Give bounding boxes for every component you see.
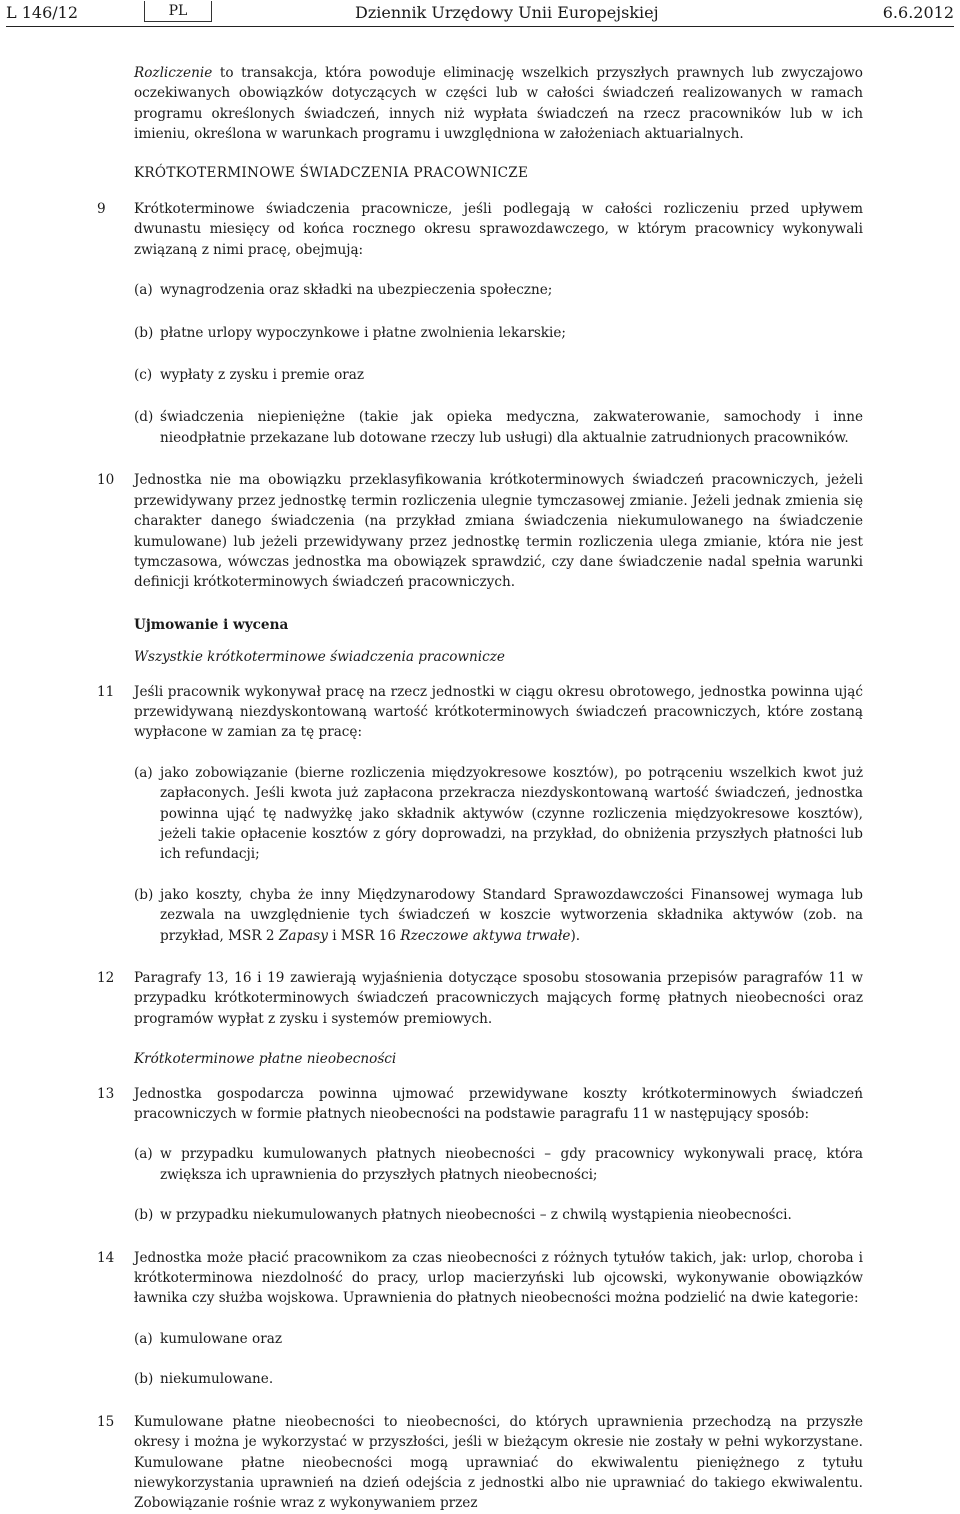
paragraph-number: 11 [97,683,115,700]
subheading-all-short-term: Wszystkie krótkoterminowe świadczenia pracownicze [134,649,505,666]
list-item: (d) świadczenia niepieniężne (takie jak opieka medyczna, zakwaterowanie, samochody i inne nieodpłatnie przekazane lub dotowane rzeczy lub usługi) dla aktualnie zatrudnionych pracowników. [134,409,863,446]
list-label: (a) [134,764,153,781]
publication-date: 6.6.2012 [882,3,954,22]
list-label: (b) [134,1371,154,1388]
list-label: (a) [134,282,153,299]
paragraph-9: 9 Krótkoterminowe świadczenia pracownicze, jeśli podlegają w całości rozliczeniu przed upływem dwunastu miesięcy od końca rocznego okresu sprawozdawczego, w którym pracownicy wykonywali związaną z nimi pracę, obejmują: [97,201,863,258]
paragraph-number: 9 [97,201,106,218]
paragraph-10: 10 Jednostka nie ma obowiązku przeklasyfikowania krótkoterminowych świadczeń pracowniczych, jeżeli przewidywany przez jednostkę termin rozliczenia ulegnie tymczasowej zmianie. Jeżeli jednak zmienia się charakter danego świadczenia (na przykład zmiana świadczenia niekumulowanego na świadczenie kumulowane) lub jeżeli przewidywany przez jednostkę termin rozliczenia ulega zmianie, która nie jest tymczasowa, wówczas jednostka ma obowiązek sprawdzić, czy dane świadczenie nadal spełnia warunki definicji krótkoterminowych świadczeń pracowniczych. [97,472,863,591]
list-item: (a) wynagrodzenia oraz składki na ubezpieczenia społeczne; [97,280,863,300]
definition-text: Rozliczenie to transakcja, która powoduje eliminację wszelkich przyszłych prawnych lub zwyczajowo oczekiwanych obowiązków dotyczących w części lub w całości świadczeń realizowanych w ramach programu określonych świadczeń, innych niż wypłata świadczeń na rzecz pracowników lub w ich imieniu, określona w warunkach programu i uwzględniona w założeniach aktuarialnych. [134,65,863,143]
list-item: (b) jako koszty, chyba że inny Międzynarodowy Standard Sprawozdawczości Finansowej wymaga lub zezwala na uwzględnienie tych świadczeń w koszcie wytworzenia składnika aktywów (zob. na przykład, MSR 2 Zapasy i MSR 16 Rzeczowe aktywa trwałe). [134,886,863,944]
list-item: (b) niekumulowane. [97,1369,863,1389]
paragraph-12: 12 Paragrafy 13, 16 i 19 zawierają wyjaśnienia dotyczące sposobu stosowania przepisów paragrafów 11 w przypadku krótkoterminowych świadczeń pracowniczych mających formę płatnych nieobecności oraz programów wypłat z zysku i systemów premiowych. [97,970,863,1027]
list-label: (d) [134,409,154,426]
subheading-paid-absences: Krótkoterminowe płatne nieobecności [134,1051,397,1068]
list-label: (a) [134,1146,153,1163]
list-label: (a) [134,1330,153,1347]
list-item: (c) wypłaty z zysku i premie oraz [97,365,863,385]
paragraph-number: 15 [97,1413,115,1430]
paragraph-number: 13 [97,1085,115,1102]
paragraph-14: 14 Jednostka może płacić pracownikom za czas nieobecności z różnych tytułów takich, jak: urlop, choroba i krótkoterminowa niezdolność do pracy, urlop macierzyński lub ojcowski, wykonywanie obowiązków ławnika czy służba wojskowa. Uprawnienia do płatnych nieobecności można podzielić na dwie kategorie: [97,1249,863,1307]
list-item: (b) płatne urlopy wypoczynkowe i płatne zwolnienia lekarskie; [97,323,863,343]
list-item: (a) kumulowane oraz [97,1329,863,1349]
paragraph-15: 15 Kumulowane płatne nieobecności to nieobecności, do których uprawnienia przechodzą na przyszłe okresy i można je wykorzystać w przyszłości, jeśli w bieżącym okresie nie zostały w pełni wykorzystane. Kumulowane płatne nieobecności mogą uprawniać do ekwiwalentu pieniężnego z tytułu niewykorzystania uprawnień na dzień odejścia z jednostki albo nie uprawniać do takiego ekwiwalentu. Zobowiązanie rośnie wraz z wykonywaniem przez [97,1413,863,1512]
list-item: (b) w przypadku niekumulowanych płatnych nieobecności – z chwilą wystąpienia nieobecności. [97,1205,863,1225]
paragraph-number: 10 [97,472,115,489]
paragraph-13: 13 Jednostka gospodarcza powinna ujmować przewidywane koszty krótkoterminowych świadczeń pracowniczych w formie płatnych nieobecności na podstawie paragrafu 11 w następujący sposób: [97,1085,863,1123]
definition-term: Rozliczenie [134,65,213,81]
document-body [97,63,863,1514]
journal-title: Dziennik Urzędowy Unii Europejskiej [355,3,659,22]
paragraph-number: 14 [97,1249,115,1266]
paragraph-number: 12 [97,970,115,986]
page-reference: L 146/12 [6,3,78,22]
language-badge: PL [144,1,212,22]
subheading-recognition: Ujmowanie i wycena [134,616,289,633]
list-item: (a) jako zobowiązanie (bierne rozliczenia międzyokresowe kosztów), po potrąceniu wszelkich kwot już zapłaconych. Jeśli kwota już zapłacona przekracza niezdyskontowaną wartość świadczeń, jednostka powinna ująć tę nadwyżkę jako składnik aktywów (czynne rozliczenia międzyokresowe kosztów), jeżeli takie opłacenie kosztów z góry doprowadzi, na przykład, do obniżenia przyszłych płatności lub ich refundacji; [134,764,863,863]
definition-settlement [97,63,863,145]
page-header [6,0,954,27]
paragraph-11: 11 Jeśli pracownik wykonywał pracę na rzecz jednostki w ciągu okresu obrotowego, jednostka powinna ująć przewidywaną niezdyskontowaną wartość krótkoterminowych świadczeń pracowniczych, które zostaną wypłacone w zamian za tę pracę: [97,683,863,741]
section-heading: KRÓTKOTERMINOWE ŚWIADCZENIA PRACOWNICZE [134,164,529,181]
list-label: (b) [134,886,154,903]
list-label: (b) [134,1207,154,1224]
list-item: (a) w przypadku kumulowanych płatnych nieobecności – gdy pracownicy wykonywali pracę, która zwiększa ich uprawnienia do przyszłych płatnych nieobecności; [134,1146,863,1183]
list-label: (b) [134,324,154,341]
list-label: (c) [134,367,153,384]
